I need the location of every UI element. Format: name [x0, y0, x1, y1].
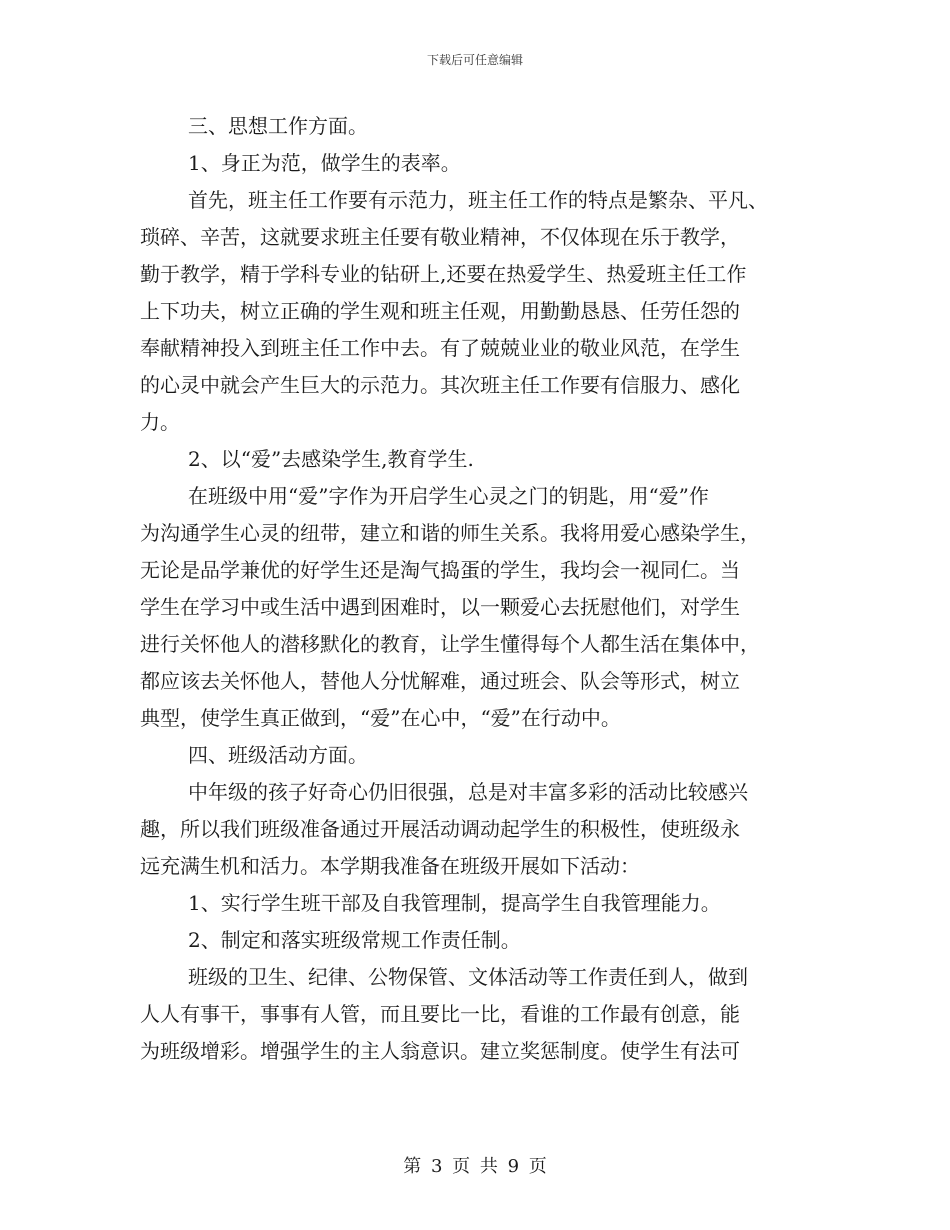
- text-line: 为沟通学生心灵的纽带，建立和谐的师生关系。我将用爱心感染学生，: [140, 521, 760, 545]
- text-line: 在班级中用“爱”字作为开启学生心灵之门的钥匙，用“爱”作: [188, 484, 709, 508]
- text-line: 中年级的孩子好奇心仍旧很强，总是对丰富多彩的活动比较感兴: [188, 780, 748, 804]
- document-body: [140, 108, 812, 1070]
- text-line: 四、班级活动方面。: [188, 743, 368, 767]
- text-line: 上下功夫，树立正确的学生观和班主任观，用勤勤恳恳、任劳任怨的: [140, 299, 740, 323]
- text-line: 人人有事干，事事有人管，而且要比一比，看谁的工作最有创意，能: [140, 1002, 740, 1026]
- text-line: 奉献精神投入到班主任工作中去。有了兢兢业业的敬业风范，在学生: [140, 336, 740, 360]
- text-line: 无论是品学兼优的好学生还是淘气捣蛋的学生，我均会一视同仁。当: [140, 558, 740, 582]
- text-line: 三、思想工作方面。: [188, 114, 368, 138]
- text-line: 远充满生机和活力。本学期我准备在班级开展如下活动：: [140, 854, 640, 878]
- text-line: 首先，班主任工作要有示范力，班主任工作的特点是繁杂、平凡、: [188, 188, 768, 212]
- text-line: 进行关怀他人的潜移默化的教育，让学生懂得每个人都生活在集体中，: [140, 632, 760, 656]
- text-line: 为班级增彩。增强学生的主人翁意识。建立奖惩制度。使学生有法可: [140, 1039, 740, 1063]
- page-header: 下载后可任意编辑: [426, 53, 523, 67]
- text-line: 1、身正为范，做学生的表率。: [188, 151, 461, 175]
- text-line: 的心灵中就会产生巨大的示范力。其次班主任工作要有信服力、感化: [140, 373, 740, 397]
- text-line: 2、以“爱”去感染学生,教育学生.: [188, 447, 474, 471]
- text-line: 趣，所以我们班级准备通过开展活动调动起学生的积极性，使班级永: [140, 817, 740, 841]
- text-line: 勤于教学，精于学科专业的钻研上,还要在热爱学生、热爱班主任工作: [140, 262, 747, 286]
- text-line: 1、实行学生班干部及自我管理制，提高学生自我管理能力。: [188, 891, 721, 915]
- text-line: 班级的卫生、纪律、公物保管、文体活动等工作责任到人，做到: [188, 965, 748, 989]
- text-line: 琐碎、辛苦，这就要求班主任要有敬业精神，不仅体现在乐于教学，: [140, 225, 740, 249]
- text-line: 都应该去关怀他人，替他人分忧解难，通过班会、队会等形式，树立: [140, 669, 740, 693]
- page-footer: 第 3 页 共 9 页: [403, 1156, 547, 1177]
- text-line: 学生在学习中或生活中遇到困难时，以一颗爱心去抚慰他们，对学生: [140, 595, 740, 619]
- text-line: 力。: [140, 410, 180, 434]
- text-line: 2、制定和落实班级常规工作责任制。: [188, 928, 521, 952]
- text-line: 典型，使学生真正做到，“爱”在心中，“爱”在行动中。: [140, 706, 621, 730]
